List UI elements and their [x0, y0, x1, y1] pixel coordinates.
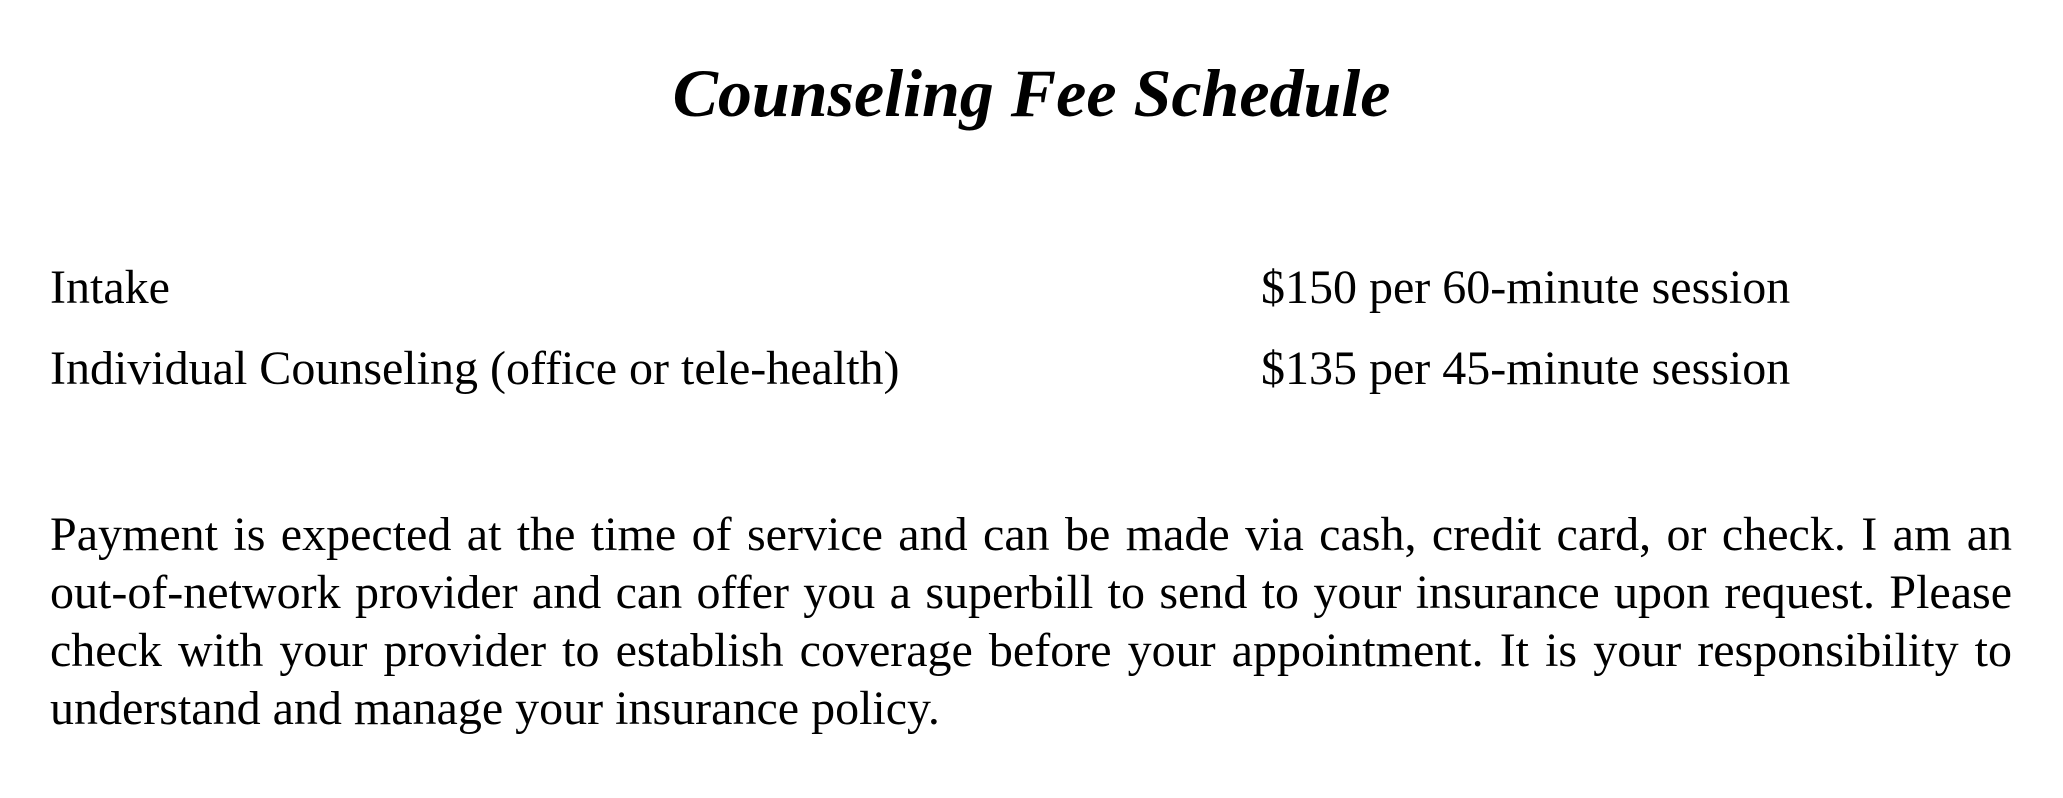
fee-price-value: $150 per 60-minute session: [1261, 261, 1791, 314]
fee-row-intake: [50, 253, 2013, 323]
fee-price-value: $135 per 45-minute session: [1261, 342, 1791, 395]
fee-service-label: Intake: [50, 261, 170, 314]
fee-row-individual-counseling: [50, 334, 2013, 404]
payment-policy-paragraph: Payment is expected at the time of service and can be made via cash, credit card, or check. I am an out-of-network provider and can offer you a superbill to send to your insurance upon request. Please check with your provider to establish coverage before your appointment. It is your responsibility to understand and manage your insurance policy.: [50, 508, 2012, 735]
fee-service-label: Individual Counseling (office or tele-health): [50, 342, 900, 395]
page-title: Counseling Fee Schedule: [672, 55, 1391, 131]
